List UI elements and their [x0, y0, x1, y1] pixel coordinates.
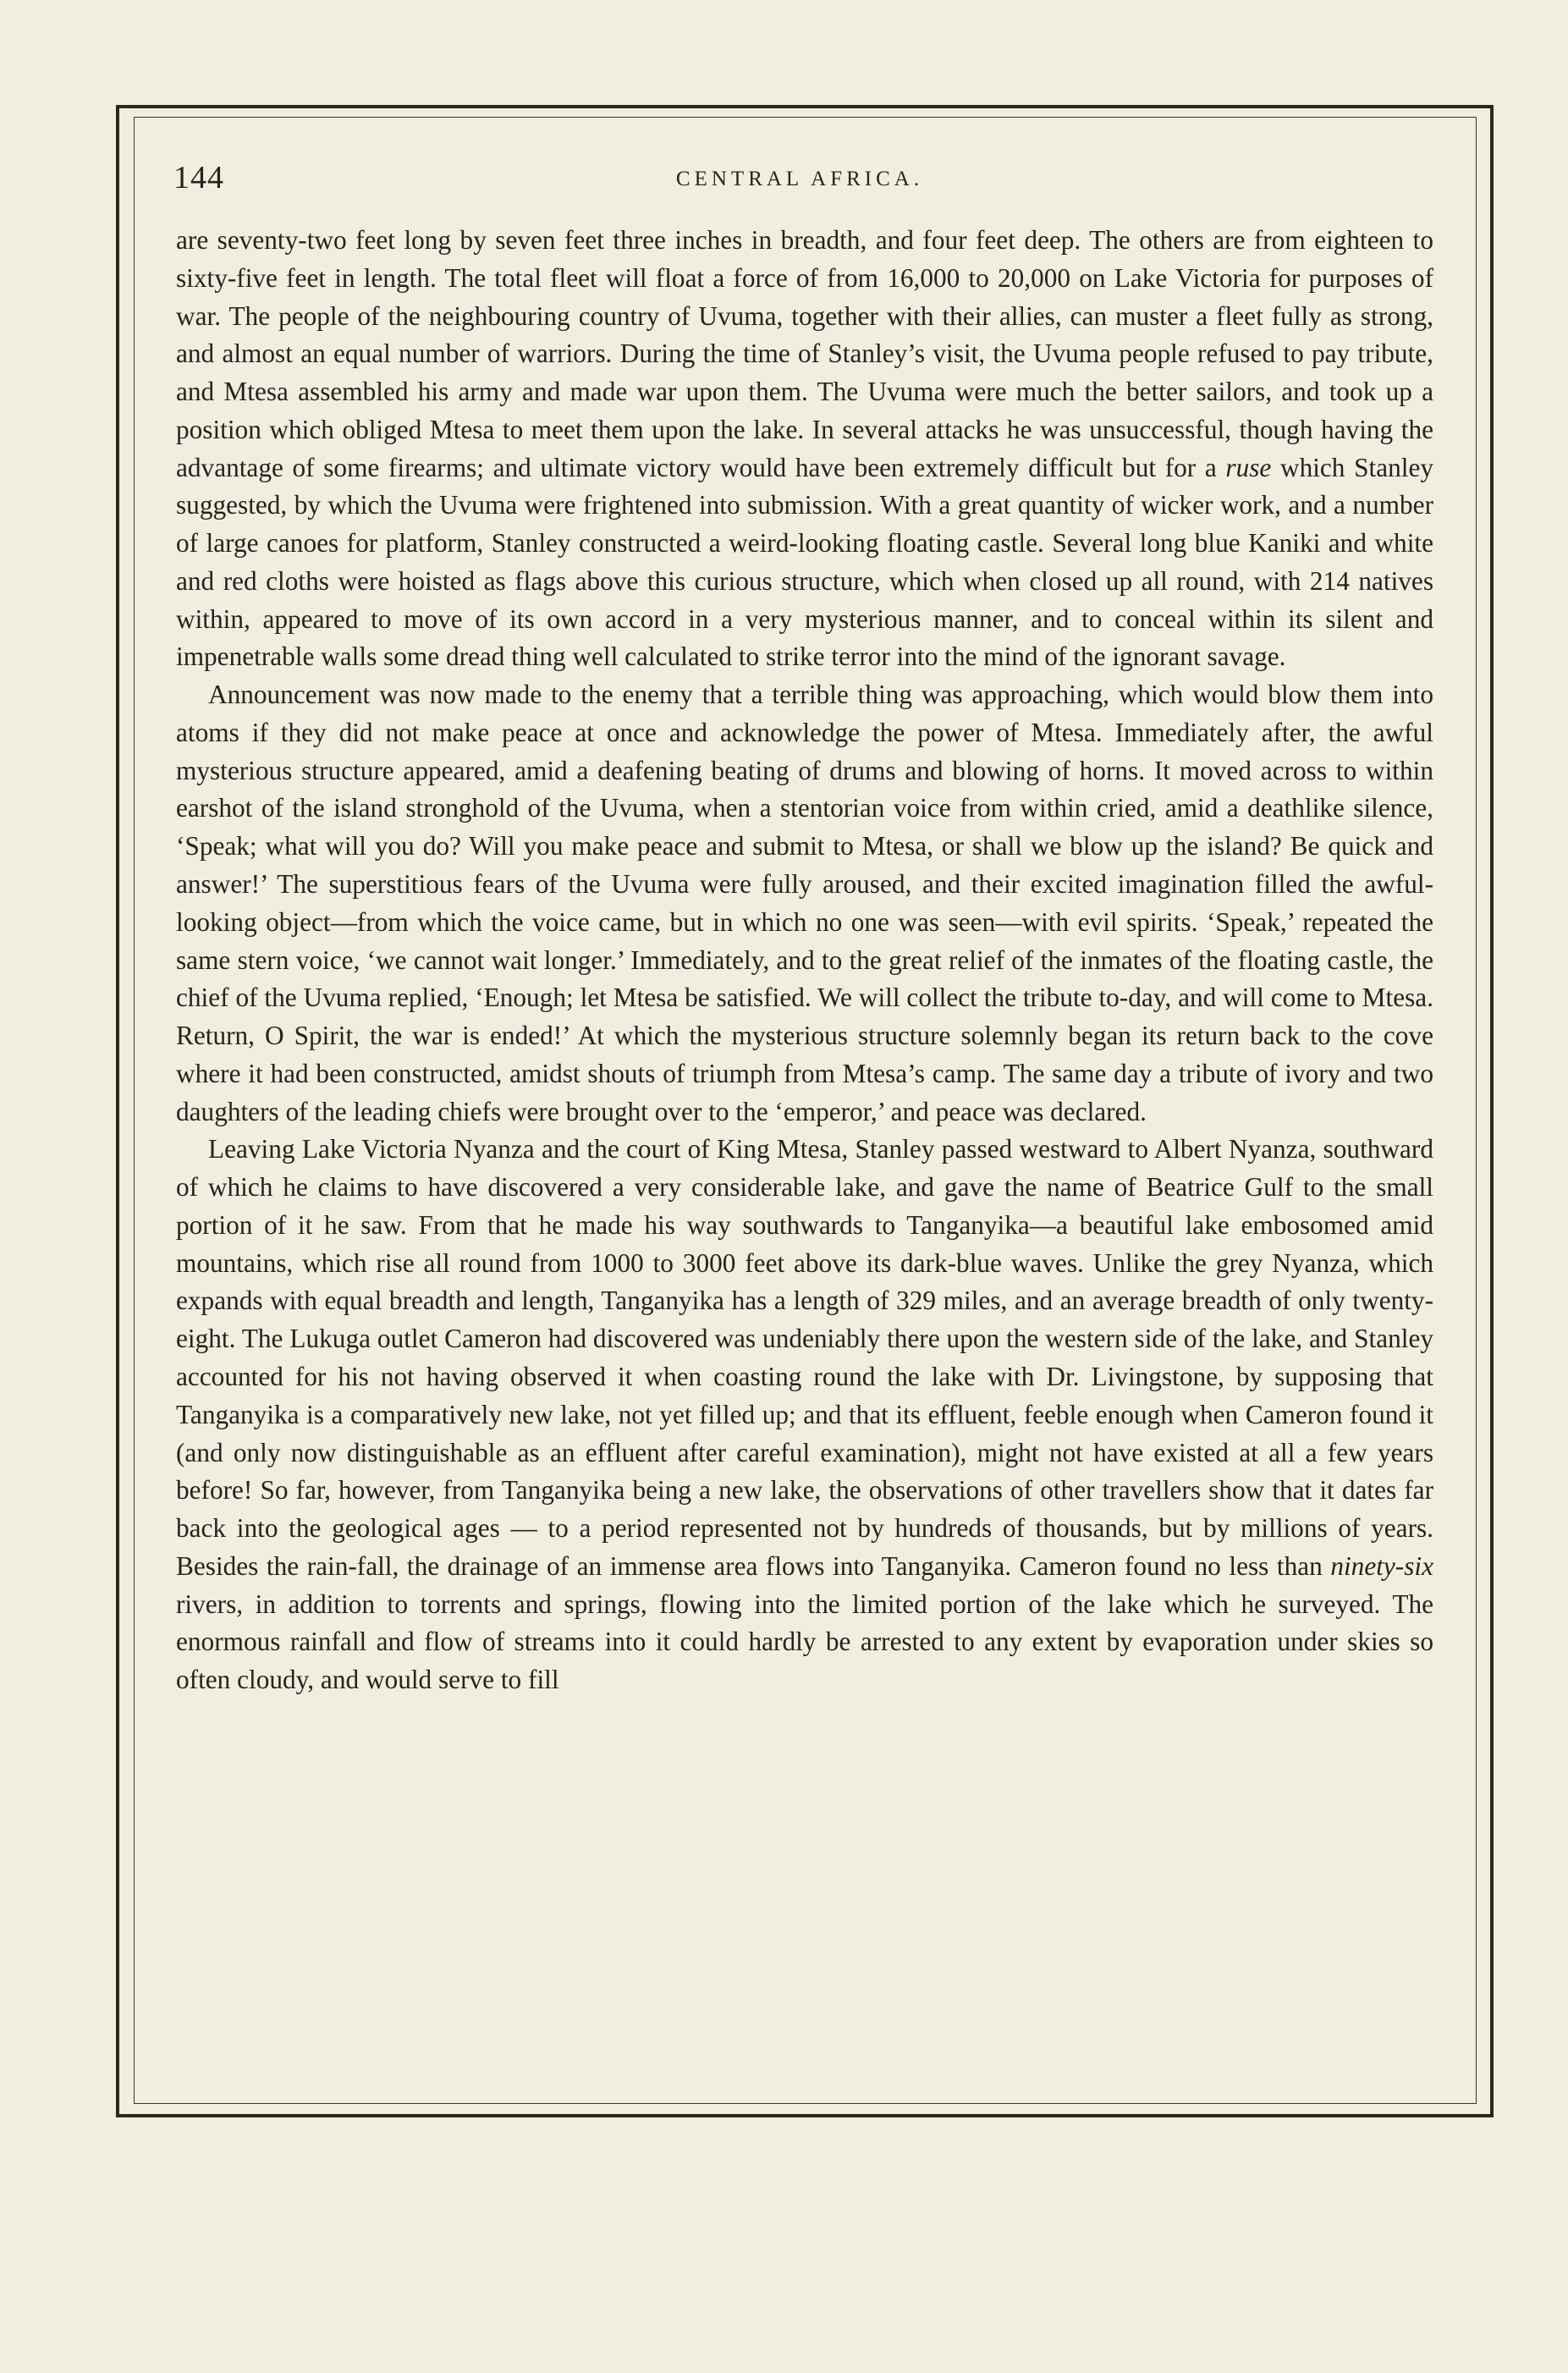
- paragraph-1-part-b: which Stanley suggested, by which the Uvuma were frightened into submission. With a great quantity of wicker work, and a number of large canoes for platform, Stanley constructed a weird-looking floating castle. Several long blue Kaniki and white and red cloths were hoisted as flags above this curious structure, which when closed up all round, with 214 natives within, appeared to move of its own accord in a very mysterious manner, and to conceal within its silent and impenetrable walls some dread thing well calculated to strike terror into the mind of the ignorant savage.: [176, 452, 1433, 672]
- page-number: 144: [173, 160, 224, 195]
- running-head: CENTRAL AFRICA.: [675, 168, 924, 190]
- italic-word-ninety-six: ninety-six: [1330, 1550, 1433, 1581]
- italic-word-ruse: ruse: [1225, 452, 1272, 482]
- paragraph-1: [176, 222, 1433, 676]
- body-text: [176, 222, 1433, 1699]
- paragraph-1-part-a: are seventy-two feet long by seven feet three inches in breadth, and four feet deep. The others are from eighteen to sixty-five feet in length. The total fleet will float a force of from 16,000 to 20,000 on Lake Victoria for purposes of war. The people of the neighbouring country of Uvuma, together with their allies, can muster a fleet fully as strong, and almost an equal number of warriors. During the time of Stanley’s visit, the Uvuma people refused to pay tribute, and Mtesa assembled his army and made war upon them. The Uvuma were much the better sailors, and took up a position which obliged Mtesa to meet them upon the lake. In several attacks he was unsuccessful, though having the advantage of some firearms; and ultimate victory would have been extremely difficult but for a: [176, 225, 1433, 482]
- paragraph-3: [176, 1131, 1433, 1699]
- paragraph-3-part-a: Leaving Lake Victoria Nyanza and the court of King Mtesa, Stanley passed westward to Albert Nyanza, southward of which he claims to have discovered a very considerable lake, and gave the name of Beatrice Gulf to the small portion of it he saw. From that he made his way southwards to Tanganyika—a beautiful lake embosomed amid mountains, which rise all round from 1000 to 3000 feet above its dark-blue waves. Unlike the grey Nyanza, which expands with equal breadth and length, Tanganyika has a length of 329 miles, and an average breadth of only twenty-eight. The Lukuga outlet Cameron had discovered was undeniably there upon the western side of the lake, and Stanley accounted for his not having observed it when coasting round the lake with Dr. Livingstone, by supposing that Tanganyika is a comparatively new lake, not yet filled up; and that its effluent, feeble enough when Cameron found it (and only now distinguishable as an effluent after careful examination), might not have existed at all a few years before! So far, however, from Tanganyika being a new lake, the observations of other travellers show that it dates far back into the geological ages — to a period represented not by hundreds of thousands, but by millions of years. Besides the rain-fall, the drainage of an immense area flows into Tanganyika. Cameron found no less than: [176, 1134, 1433, 1581]
- paragraph-3-part-b: rivers, in addition to torrents and springs, flowing into the limited portion of the lake which he surveyed. The enormous rainfall and flow of streams into it could hardly be arrested to any extent by evaporation under skies so often cloudy, and would serve to fill: [176, 1588, 1433, 1695]
- page-header: [173, 159, 1426, 201]
- paragraph-2: Announcement was now made to the enemy that a terrible thing was approaching, which would blow them into atoms if they did not make peace at once and acknowledge the power of Mtesa. Immediately after, the awful mysterious structure appeared, amid a deafening beating of drums and blowing of horns. It moved across to within earshot of the island stronghold of the Uvuma, when a stentorian voice from within cried, amid a deathlike silence, ‘Speak; what will you do? Will you make peace and submit to Mtesa, or shall we blow up the island? Be quick and answer!’ The superstitious fears of the Uvuma were fully aroused, and their excited imagination filled the awful-looking object—from which the voice came, but in which no one was seen—with evil spirits. ‘Speak,’ repeated the same stern voice, ‘we cannot wait longer.’ Immediately, and to the great relief of the inmates of the floating castle, the chief of the Uvuma replied, ‘Enough; let Mtesa be satisfied. We will collect the tribute to-day, and will come to Mtesa. Return, O Spirit, the war is ended!’ At which the mysterious structure solemnly began its return back to the cove where it had been constructed, amidst shouts of triumph from Mtesa’s camp. The same day a tribute of ivory and two daughters of the leading chiefs were brought over to the ‘emperor,’ and peace was declared.: [176, 680, 1433, 1126]
